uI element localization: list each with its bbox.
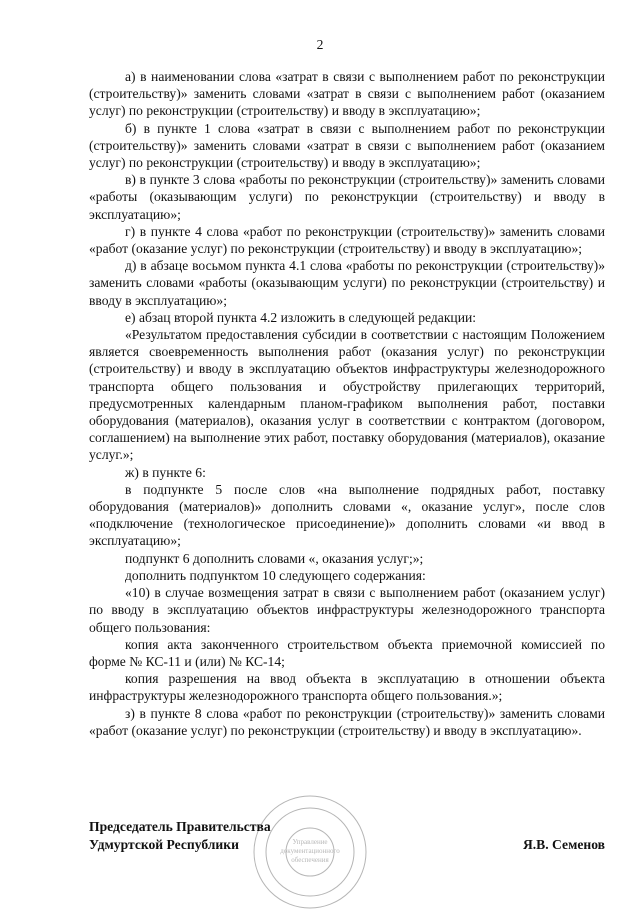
signatory-title-line: Удмуртской Республики <box>89 837 239 852</box>
signatory-title-line: Председатель Правительства <box>89 819 271 834</box>
signatory-name: Я.В. Семенов <box>522 837 605 852</box>
paragraph: г) в пункте 4 слова «работ по реконструкции (строительству)» заменить словами «работ (оказание услуг) по реконструкции (строительству) и вводу в эксплуатацию»; <box>89 223 605 257</box>
paragraph: в подпункте 5 после слов «на выполнение подрядных работ, поставку оборудования (материалов)» дополнить словами «, оказание услуг», после слов «подключение (технологическое присоединение)» дополнить словами «и ввод в эксплуатацию»; <box>89 481 605 549</box>
paragraph: в) в пункте 3 слова «работы по реконструкции (строительству)» заменить словами «работы (оказывающим услуги) по реконструкции (строительству) и вводу в эксплуатацию»; <box>89 172 605 222</box>
paragraph: з) в пункте 8 слова «работ по реконструкции (строительству)» заменить словами «работ (оказание услуг) по реконструкции (строительству) и вводу в эксплуатацию». <box>89 705 605 738</box>
paragraph: е) абзац второй пункта 4.2 изложить в следующей редакции: <box>125 309 477 325</box>
stamp-text: обеспечения <box>291 856 329 864</box>
signatory-title <box>89 818 271 854</box>
paragraph: ж) в пункте 6: <box>125 464 206 480</box>
stamp-text: Управление <box>292 838 328 846</box>
paragraph: подпункт 6 дополнить словами «, оказания услуг;»; <box>125 550 424 566</box>
document-body <box>89 68 605 739</box>
paragraph: а) в наименовании слова «затрат в связи с выполнением работ по реконструкции (строительству)» заменить словами «затрат в связи с выполнением работ (оказанием услуг) по реконструкции (строительству) и вводу в эксплуатацию»; <box>89 69 605 119</box>
paragraph: б) в пункте 1 слова «затрат в связи с выполнением работ по реконструкции (строительству)» заменить словами «затрат в связи с выполнением работ (оказанием услуг) по реконструкции (строительству) и вводу в эксплуатацию»; <box>89 120 605 171</box>
paragraph: «10) в случае возмещения затрат в связи с выполнением работ (оказанием услуг) по вводу в эксплуатацию объектов инфраструктуры железнодорожного транспорта общего пользования: <box>89 585 605 635</box>
paragraph: копия разрешения на ввод объекта в эксплуатацию в отношении объекта инфраструктуры железнодорожного транспорта общего пользования.»; <box>89 671 605 704</box>
paragraph: дополнить подпунктом 10 следующего содержания: <box>125 567 426 583</box>
paragraph: «Результатом предоставления субсидии в соответствии с настоящим Положением является своевременность выполнения работ (оказания услуг) по реконструкции (строительству) и вводу в эксплуатацию объектов инфраструктуры железнодорожного транспорта общего пользования и обустройству прилегающих территорий, предусмотренных календарным планом-графиком выполнения работ, поставки оборудования (материалов), оказания услуг в соответствии с контрактом (договором, соглашением) на выполнение этих работ, поставку оборудования (материалов), оказание услуг.»; <box>89 327 605 463</box>
paragraph: д) в абзаце восьмом пункта 4.1 слова «работы по реконструкции (строительству)» заменить словами «работы (оказывающим услуги) по реконструкции (строительству) и вводу в эксплуатацию»; <box>89 258 605 308</box>
stamp-text: документационного <box>280 847 340 855</box>
page-number: 2 <box>316 37 324 52</box>
paragraph: копия акта законченного строительством объекта приемочной комиссией по форме № КС-11 и (или) № КС-14; <box>89 636 605 669</box>
